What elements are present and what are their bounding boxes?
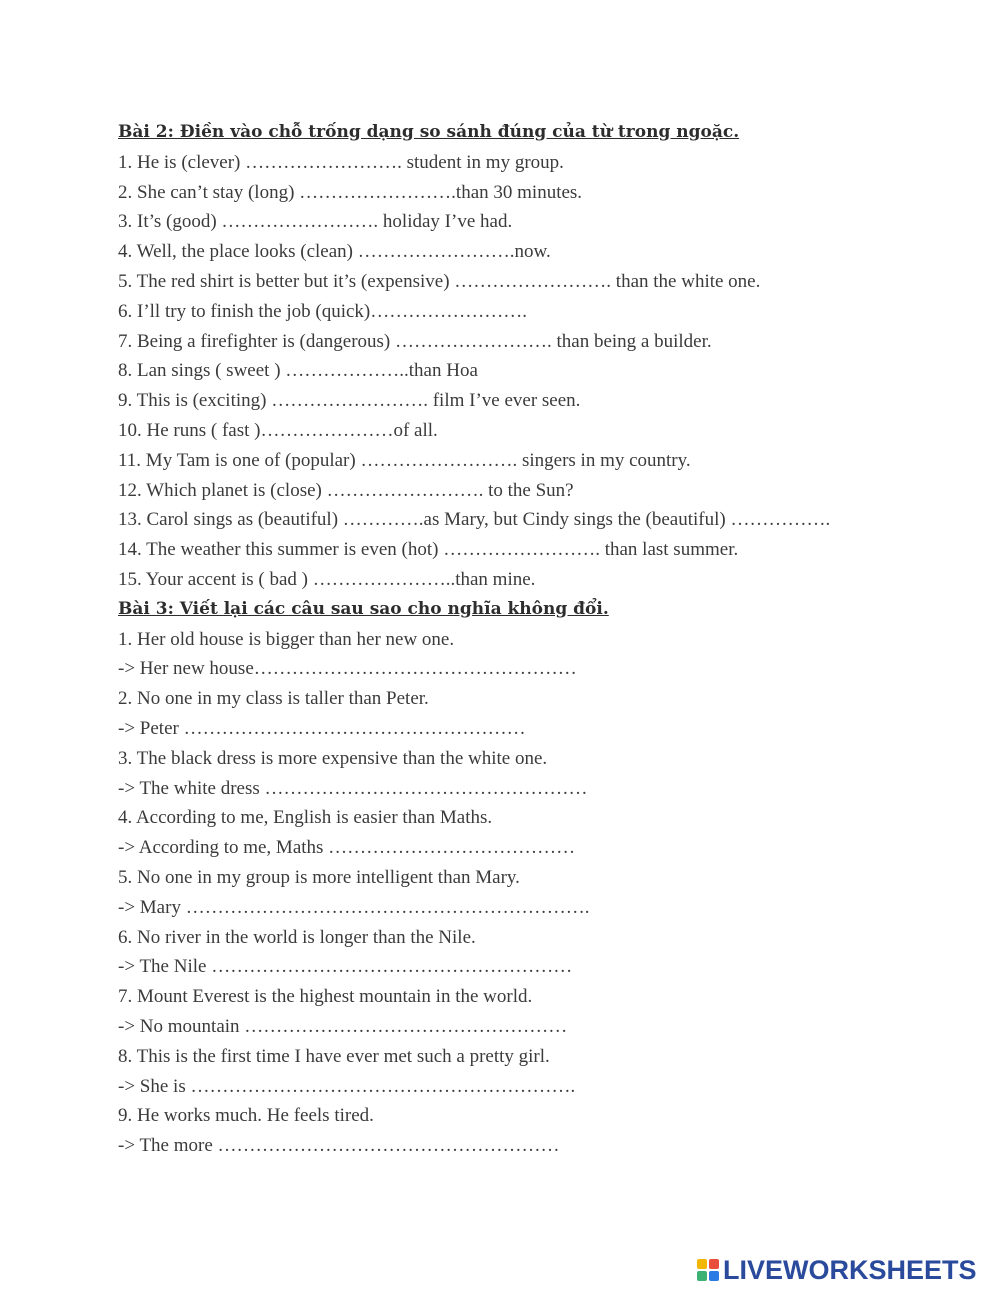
exercise-2-item: 7. Being a firefighter is (dangerous) ……………………. than being a builder.: [118, 330, 712, 352]
logo-square: [709, 1271, 719, 1281]
exercise-2-item: 12. Which planet is (close) ……………………. to the Sun?: [118, 479, 574, 501]
exercise-2-item: 3. It’s (good) ……………………. holiday I’ve had.: [118, 211, 513, 233]
exercise-3-item: 7. Mount Everest is the highest mountain in the world.: [118, 986, 533, 1008]
exercise-2-item: 1. He is (clever) ……………………. student in my group.: [118, 151, 564, 173]
exercise-2-item: 2. She can’t stay (long) …………………….than 30 minutes.: [118, 181, 583, 203]
exercise-3-answer-line: -> She is …………………………………………………….: [118, 1075, 576, 1097]
exercise-2-item: 11. My Tam is one of (popular) ……………………. singers in my country.: [118, 449, 691, 471]
worksheet: [118, 118, 938, 1161]
brand-text: LIVEWORKSHEETS: [723, 1255, 977, 1285]
exercise-3-answer-line: -> Mary ……………………………………………………….: [118, 896, 590, 918]
exercise-2-item: 15. Your accent is ( bad ) …………………..than mine.: [118, 568, 536, 590]
exercise-3-item: 6. No river in the world is longer than the Nile.: [118, 926, 476, 948]
exercise-3-item: 3. The black dress is more expensive than the white one.: [118, 747, 548, 769]
exercise-3-answer-line: -> Peter ………………………………………………: [118, 717, 526, 739]
exercise-3-title: Bài 3: Viết lại các câu sau sao cho nghĩa không đổi.: [118, 598, 609, 619]
exercise-3-item: 4. According to me, English is easier than Maths.: [118, 807, 493, 829]
exercise-3-item: 5. No one in my group is more intelligent than Mary.: [118, 866, 520, 888]
exercise-3-answer-line: -> The white dress ……………………………………………: [118, 777, 588, 799]
logo-square: [697, 1271, 707, 1281]
exercise-2-item: 6. I’ll try to finish the job (quick)…………………….: [118, 300, 527, 322]
logo-square: [697, 1259, 707, 1269]
exercise-3-answer-line: -> The more ………………………………………………: [118, 1135, 560, 1157]
exercise-3-answer-line: -> According to me, Maths …………………………………: [118, 837, 576, 859]
exercise-3-answer-line: -> The Nile …………………………………………………: [118, 956, 573, 978]
exercise-3-answer-line: -> Her new house……………………………………………: [118, 658, 577, 680]
exercise-3-item: 2. No one in my class is taller than Peter.: [118, 688, 429, 710]
exercise-3-item: 9. He works much. He feels tired.: [118, 1105, 374, 1127]
logo-square: [709, 1259, 719, 1269]
exercise-3-answer-line: -> No mountain ……………………………………………: [118, 1015, 568, 1037]
exercise-2-item: 5. The red shirt is better but it’s (expensive) ……………………. than the white one.: [118, 270, 761, 292]
exercise-3-item: 8. This is the first time I have ever met such a pretty girl.: [118, 1045, 550, 1067]
exercise-2-item: 10. He runs ( fast )…………………of all.: [118, 419, 438, 441]
liveworksheets-brand: [697, 1255, 977, 1285]
exercise-2-title: Bài 2: Điền vào chỗ trống dạng so sánh đúng của từ trong ngoặc.: [118, 122, 740, 142]
exercise-2-item: 14. The weather this summer is even (hot) ……………………. than last summer.: [118, 539, 739, 561]
exercise-2-item: 4. Well, the place looks (clean) …………………….now.: [118, 241, 551, 263]
exercise-2-item: 8. Lan sings ( sweet ) ………………..than Hoa: [118, 360, 478, 382]
exercise-2-item: 13. Carol sings as (beautiful) ………….as Mary, but Cindy sings the (beautiful) …………….: [118, 509, 831, 531]
liveworksheets-logo-icon: [697, 1259, 719, 1281]
exercise-2-item: 9. This is (exciting) ……………………. film I’ve ever seen.: [118, 390, 581, 412]
exercise-3-item: 1. Her old house is bigger than her new one.: [118, 628, 455, 650]
